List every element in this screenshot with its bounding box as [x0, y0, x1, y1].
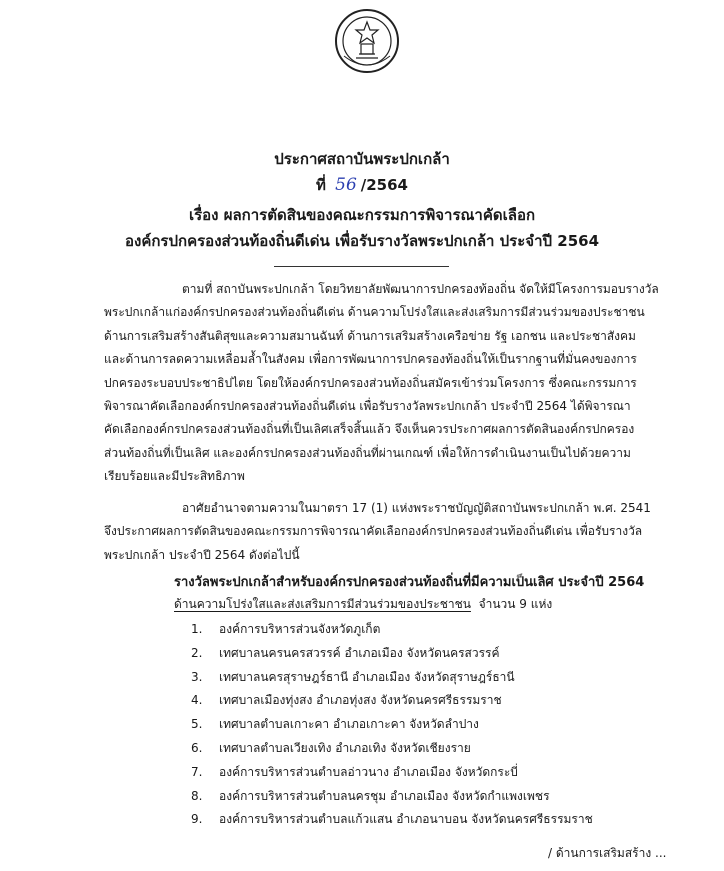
number-suffix: /2564 [360, 176, 408, 194]
award-section-heading: รางวัลพระปกเกล้าสำหรับองค์กรปกครองส่วนท้องถิ่นที่มีความเป็นเลิศ ประจำปี 2564 [174, 575, 645, 590]
number-prefix: ที่ [316, 176, 326, 194]
number-value: 56 [335, 175, 357, 195]
item-text: องค์การบริหารส่วนจังหวัดภูเก็ต [219, 622, 381, 636]
item-text: เทศบาลนครสุราษฎร์ธานี อำเภอเมือง จังหวัดสุราษฎร์ธานี [219, 669, 515, 684]
paragraph-line: พิจารณาคัดเลือกองค์กรปกครองส่วนท้องถิ่นดีเด่น เพื่อรับรางวัลพระปกเกล้า ประจำปี 2564 ได้พิจารณา [104, 399, 631, 414]
award-category-name: ด้านความโปร่งใสและส่งเสริมการมีส่วนร่วมของประชาชน [174, 597, 471, 611]
awardee-list [191, 618, 593, 832]
item-number: 7. [191, 764, 203, 779]
paragraph-line: เรียบร้อยและมีประสิทธิภาพ [104, 469, 245, 484]
paragraph-line: คัดเลือกองค์กรปกครองส่วนท้องถิ่นที่เป็นเลิศเสร็จสิ้นแล้ว จึงเห็นควรประกาศผลการตัดสินองค์กรปกครอง [104, 422, 635, 437]
item-number: 9. [191, 812, 203, 827]
paragraph-line: อาศัยอำนาจตามความในมาตรา 17 (1) แห่งพระราชบัญญัติสถาบันพระปกเกล้า พ.ศ. 2541 [182, 501, 651, 515]
list-item [191, 689, 593, 713]
list-item [191, 642, 593, 666]
institute-seal-logo [334, 8, 400, 74]
item-text: องค์การบริหารส่วนตำบลนครชุม อำเภอเมือง จังหวัดกำแพงเพชร [219, 788, 550, 803]
item-text: เทศบาลตำบลเกาะคา อำเภอเกาะคา จังหวัดลำปาง [219, 717, 479, 732]
list-item [191, 618, 593, 642]
continuation-note: / ด้านการเสริมสร้าง ... [548, 846, 667, 860]
paragraph-line: พระปกเกล้าแก่องค์กรปกครองส่วนท้องถิ่นดีเด่น ด้านความโปร่งใสและส่งเสริมการมีส่วนร่วมของประชาชน [104, 305, 645, 320]
item-number: 5. [191, 717, 203, 732]
paragraph-line: และด้านการลดความเหลื่อมล้ำในสังคม เพื่อการพัฒนาการปกครองท้องถิ่นให้เป็นรากฐานที่มั่นคงของการ [104, 352, 637, 367]
item-text: เทศบาลตำบลเวียงเทิง อำเภอเทิง จังหวัดเชียงราย [219, 740, 471, 755]
item-number: 1. [191, 622, 203, 636]
paragraph-2 [104, 497, 700, 567]
item-text: องค์การบริหารส่วนตำบลอ่าวนาง อำเภอเมือง จังหวัดกระบี่ [219, 764, 518, 779]
paragraph-1 [104, 278, 700, 489]
subject-line-2: องค์กรปกครองส่วนท้องถิ่นดีเด่น เพื่อรับรางวัลพระปกเกล้า ประจำปี 2564 [124, 232, 600, 250]
paragraph-line: ด้านการเสริมสร้างสันติสุขและความสมานฉันท์ ด้านการเสริมสร้างเครือข่าย รัฐ เอกชน และประชาสังคม [104, 328, 636, 343]
paragraph-line: ส่วนท้องถิ่นที่เป็นเลิศ และองค์กรปกครองส่วนท้องถิ่นที่ผ่านเกณฑ์ เพื่อให้การดำเนินงานเป็นไปด้วยความ [104, 445, 631, 460]
item-number: 4. [191, 693, 203, 708]
item-number: 2. [191, 645, 203, 660]
item-text: เทศบาลนครนครสวรรค์ อำเภอเมือง จังหวัดนครสวรรค์ [219, 645, 500, 660]
list-item [191, 761, 593, 785]
item-text: องค์การบริหารส่วนตำบลแก้วแสน อำเภอนาบอน จังหวัดนครศรีธรรมราช [219, 812, 593, 827]
divider [274, 266, 449, 267]
list-item [191, 808, 593, 832]
paragraph-line: จึงประกาศผลการตัดสินของคณะกรรมการพิจารณาคัดเลือกองค์กรปกครองส่วนท้องถิ่นดีเด่น เพื่อรับรางวัล [104, 524, 643, 539]
subject-line-1: เรื่อง ผลการตัดสินของคณะกรรมการพิจารณาคัดเลือก [188, 206, 536, 224]
paragraph-line: พระปกเกล้า ประจำปี 2564 ดังต่อไปนี้ [104, 547, 300, 562]
item-number: 6. [191, 740, 203, 755]
award-count: จำนวน 9 แห่ง [478, 597, 553, 611]
award-category [174, 595, 552, 614]
list-item [191, 713, 593, 737]
announcement-title: ประกาศสถาบันพระปกเกล้า [274, 150, 450, 168]
item-number: 8. [191, 788, 203, 803]
item-number: 3. [191, 669, 203, 684]
paragraph-line: ตามที่ สถาบันพระปกเกล้า โดยวิทยาลัยพัฒนาการปกครองท้องถิ่น จัดให้มีโครงการมอบรางวัล [182, 282, 659, 296]
paragraph-line: ปกครองระบอบประชาธิปไตย โดยให้องค์กรปกครองส่วนท้องถิ่นสมัครเข้าร่วมโครงการ ซึ่งคณะกรรมการ [104, 375, 637, 390]
list-item [191, 666, 593, 690]
item-text: เทศบาลเมืองทุ่งสง อำเภอทุ่งสง จังหวัดนครศรีธรรมราช [219, 693, 502, 708]
list-item [191, 737, 593, 761]
announcement-number [0, 173, 724, 197]
list-item [191, 785, 593, 809]
